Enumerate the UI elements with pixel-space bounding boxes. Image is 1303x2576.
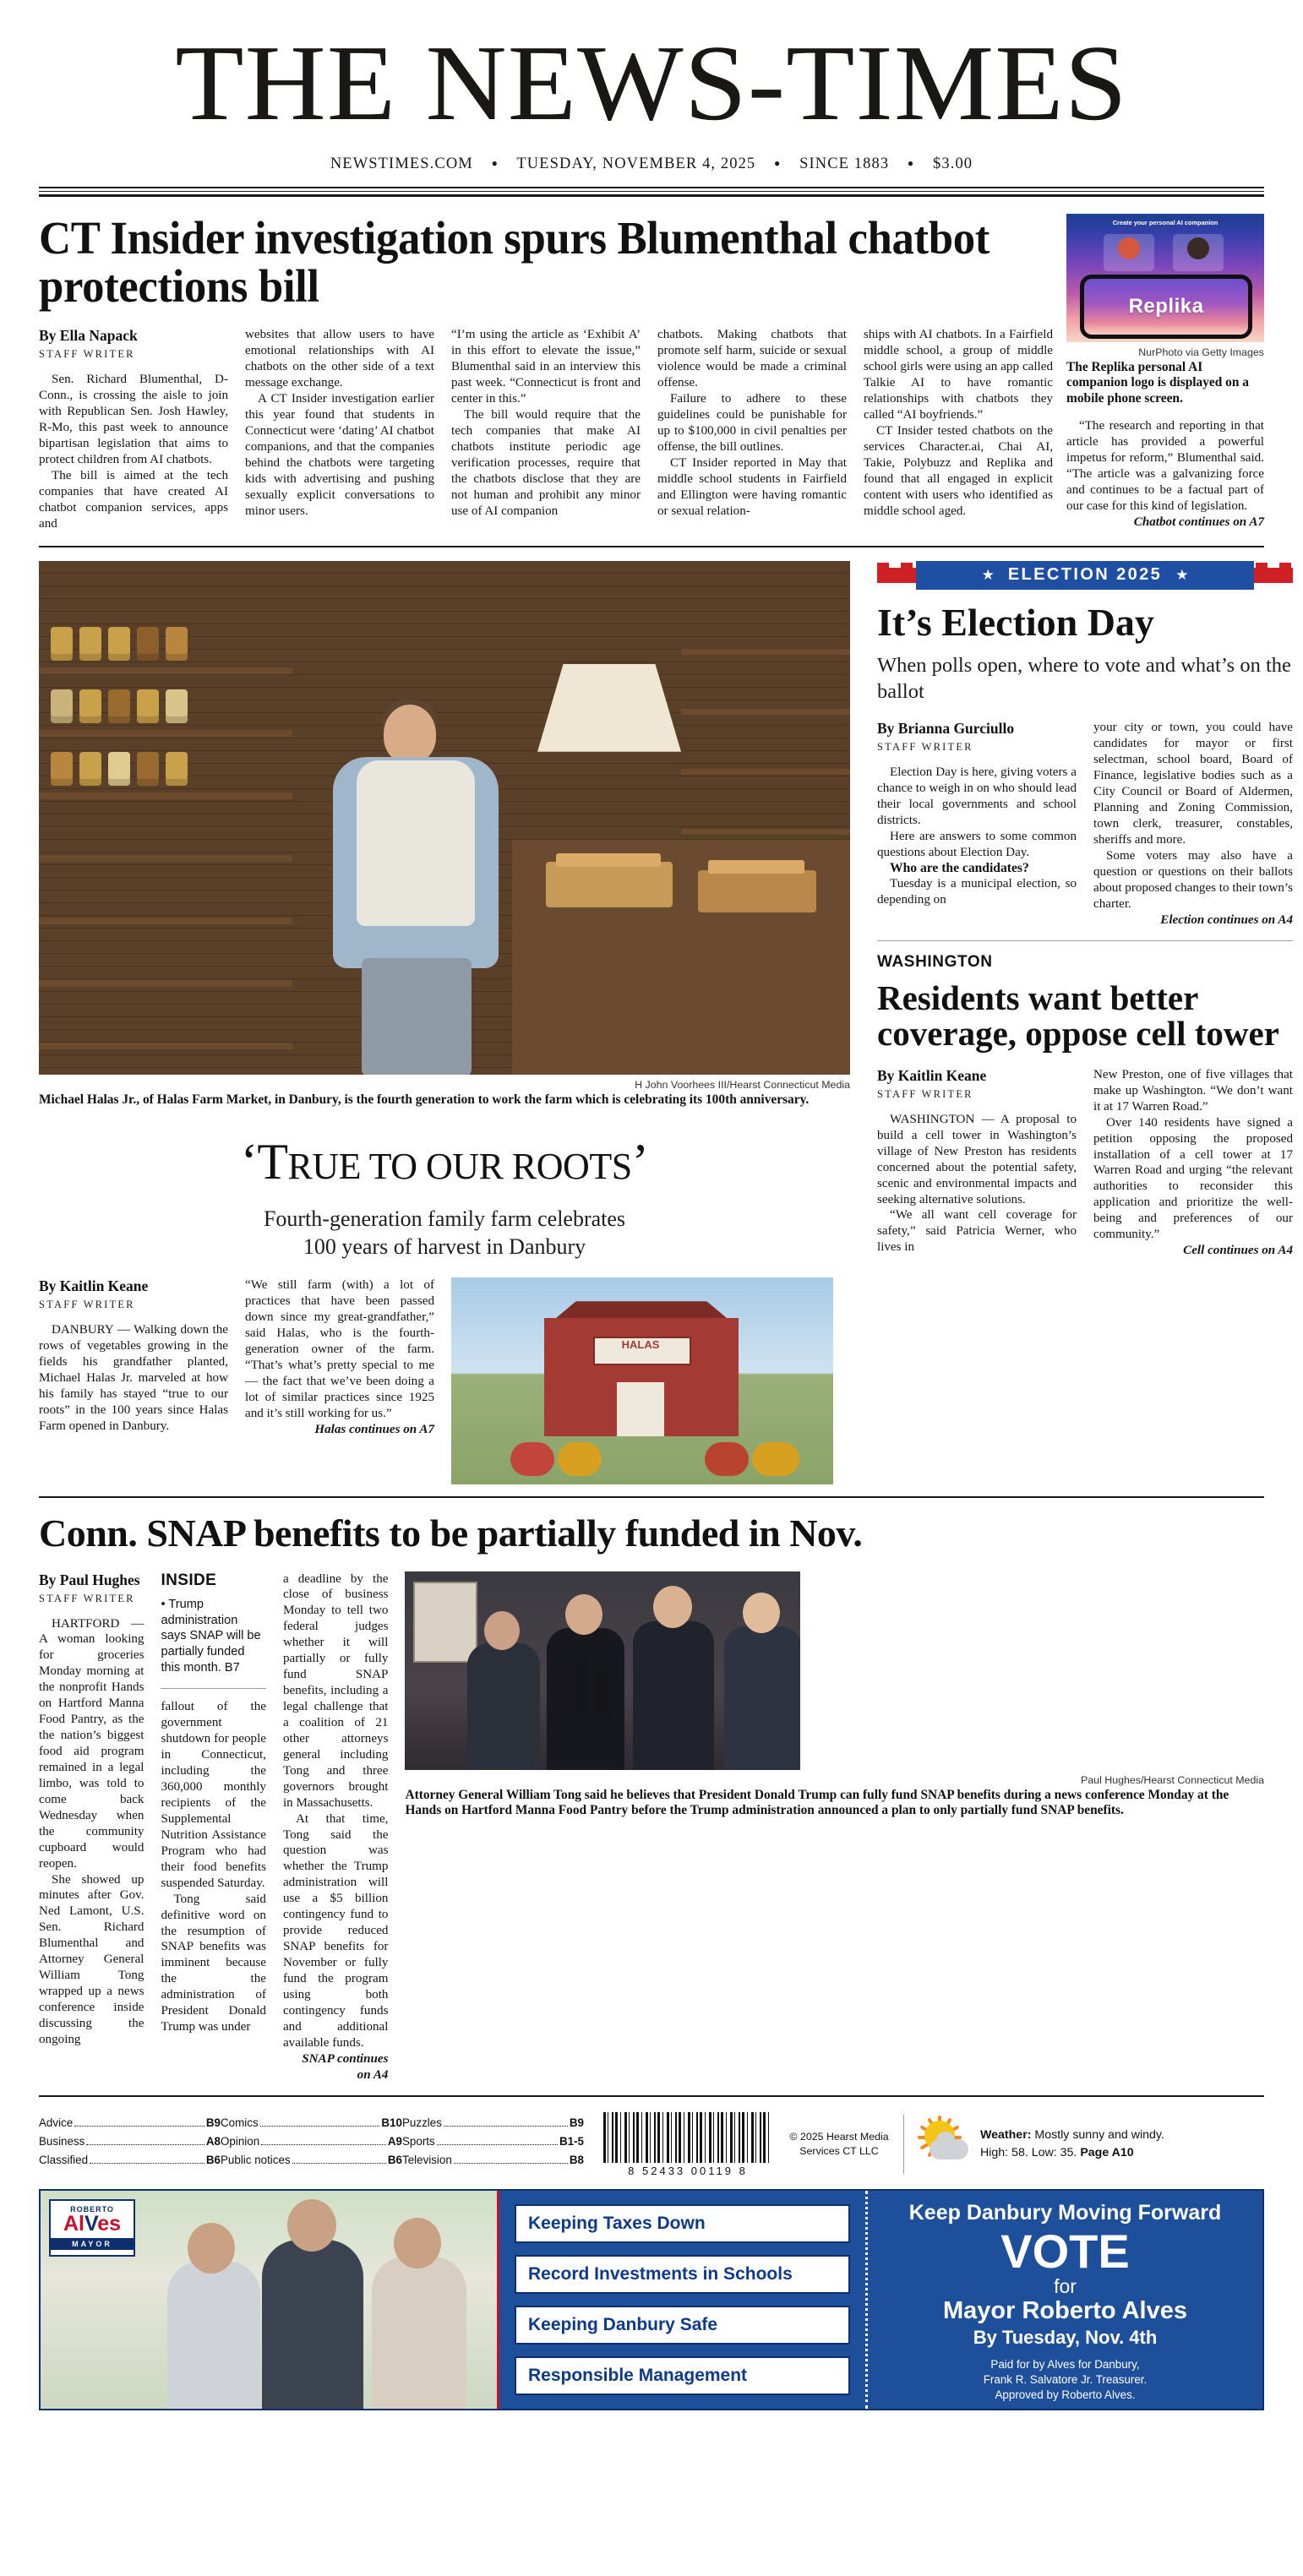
index-section-name: Classified (39, 2154, 89, 2167)
farm-market-photo (39, 561, 850, 1075)
leader-dots (74, 2126, 204, 2127)
index-page: B6 (387, 2154, 402, 2167)
ad-tagline: Keep Danbury Moving Forward (908, 2200, 1222, 2225)
farm-barn-photo-wrap (451, 1277, 833, 1484)
farm-jumpline[interactable]: Halas continues on A7 (314, 1422, 434, 1436)
snap-photo-caption: Attorney General William Tong said he believes that President Donald Trump can fully fund SNAP benefits during a news conference Monday at the Hands on Hartford Manna Food Pantry before the Trump administration announced a plan to only partially fund SNAP benefits. (405, 1787, 1229, 1818)
index-column (402, 2116, 584, 2172)
logo-office-label: MAYOR (51, 2238, 134, 2250)
chatbot-byline: By Ella Napack (39, 327, 138, 345)
index-section-name: Opinion (221, 2135, 260, 2148)
chatbot-paragraph: CT Insider tested chatbots on the services Character.ai, Chai AI, Takie, Polybuzz and Replika and found that all engaged in explicit content with users who identified as middle school aged. (864, 424, 1053, 518)
leader-dots (292, 2163, 386, 2164)
index-column (221, 2116, 402, 2172)
inside-box-header: INSIDE (161, 1571, 217, 1589)
chatbot-paragraph: Failure to adhere to these guidelines could be punishable for up to $100,000 in civil penalties per offense, the bill outlines. (657, 392, 847, 454)
weather-sun-cloud-icon (918, 2117, 972, 2171)
chatbot-col-2 (245, 327, 434, 531)
index-section-name: Puzzles (402, 2116, 442, 2130)
weather-temperatures: High: 58. Low: 35. (980, 2146, 1077, 2160)
index-column (39, 2116, 221, 2172)
masthead-price: $3.00 (933, 155, 973, 172)
chatbot-photo-credit: NurPhoto via Getty Images (1138, 346, 1264, 358)
replika-phone-photo (1066, 214, 1264, 342)
leader-dots (260, 2126, 380, 2127)
washington-paragraph: New Preston, one of five villages that make up Washington. “We don’t want it at 17 Warren Road.” (1093, 1067, 1293, 1114)
farm-deck-line: 100 years of harvest in Danbury (303, 1234, 586, 1259)
snap-photo-column (405, 1571, 1264, 2083)
star-icon: ★ (981, 566, 995, 583)
farm-paragraph: “We still farm (with) a lot of practices that have been passed down since my great-grandfather,” said Halas, who is the fourth-generation owner of the farm. “That’s what’s pretty special to me — the fact that we’ve been doing a lot of similar practices since 1925 and it’s still working for us.” (245, 1278, 434, 1420)
election-paragraph: Some voters may also have a question or questions on their ballots about proposed changes to their town’s charter. (1093, 848, 1294, 911)
chatbot-staff-label: STAFF WRITER (39, 348, 135, 361)
index-section-name: Business (39, 2135, 85, 2148)
leader-dots (90, 2163, 204, 2164)
chatbot-headline[interactable]: CT Insider investigation spurs Blumenthal chatbot protections bill (39, 212, 990, 313)
masthead-date: TUESDAY, NOVEMBER 4, 2025 (516, 155, 756, 172)
election-columns (877, 720, 1293, 928)
index-section-name: Advice (39, 2116, 74, 2130)
farm-paragraph: DANBURY — Walking down the rows of vegetables growing in the fields his grandfather planted, Michael Halas Jr. marveled at how his family has stayed “true to our roots” in the 100 years since Halas Farm opened in Danbury. (39, 1323, 228, 1433)
index-page: B10 (381, 2116, 402, 2130)
election-subhead: Who are the candidates? (890, 861, 1029, 875)
tong-news-conference-photo (405, 1571, 800, 1770)
snap-paragraph: At that time, Tong said the question was whether the Trump administration will use a $5 billion contingency fund to provide reduced SNAP benefits for November or fully fund the program using both contingency funds and additional available funds. (282, 1811, 389, 2050)
logo-lastname: AlVes (63, 2211, 122, 2236)
chatbot-photo-caption: The Replika personal AI companion logo is displayed on a mobile phone screen. (1066, 360, 1249, 406)
election-col-2 (1093, 720, 1293, 928)
weather-label: Weather: (980, 2127, 1032, 2142)
barcode-number: 52433 00119 (642, 2164, 733, 2177)
inside-box-item[interactable]: • Trump administration says SNAP will be partially funded this month. B7 (161, 1597, 261, 1675)
washington-paragraph: Over 140 residents have signed a petition opposing the proposed installation of a cell tower at 17 Warren Road and urging “the relevant authorities to reconsider this application and prioritize the well-being and preferences of our community.” (1093, 1115, 1293, 1242)
dateline-separator-icon: ● (491, 157, 499, 169)
ad-pill: Record Investments in Schools (515, 2255, 850, 2294)
chatbot-col-3 (451, 327, 641, 531)
ad-election-date: By Tuesday, Nov. 4th (973, 2326, 1158, 2348)
index-page: B1-5 (559, 2135, 584, 2148)
index-page: A9 (387, 2135, 402, 2148)
election-flag-banner (877, 561, 1293, 590)
weather-page-ref[interactable]: Page A10 (1080, 2146, 1134, 2160)
ad-for-word: for (1054, 2274, 1077, 2297)
index-section-name: Public notices (221, 2154, 291, 2167)
snap-jumpline[interactable]: SNAP continues on A4 (302, 2051, 389, 2082)
chatbot-col-1 (39, 327, 228, 531)
index-row[interactable] (221, 2135, 402, 2148)
farm-headline[interactable] (39, 1134, 850, 1190)
index-page: A8 (205, 2135, 221, 2148)
alves-photo-ad (41, 2191, 497, 2409)
ad-disclaimer-line: Frank R. Salvatore Jr. Treasurer. (983, 2372, 1148, 2386)
copyright-notice: © 2025 Hearst Media Services CT LLC (789, 2131, 889, 2158)
snap-paragraph: Tong said definitive word on the resumption of SNAP benefits was imminent because the the administration of President Donald Trump was under (161, 1892, 266, 2034)
chatbot-jumpline[interactable]: Chatbot continues on A7 (1133, 515, 1264, 530)
logo-firstname: ROBERTO (70, 2204, 114, 2214)
replika-promo-text: Create your personal AI companion (1112, 219, 1218, 226)
chatbot-paragraph: Sen. Richard Blumenthal, D-Conn., is crossing the aisle to join with Republican Sen. Josh Hawley, R-Mo, this past week to announce bipartisan legislation that aims to protect children from AI chatbots. (39, 373, 228, 467)
avatar (1187, 237, 1209, 259)
index-row[interactable] (39, 2116, 221, 2129)
chatbot-columns (39, 327, 1053, 531)
barcode (599, 2112, 777, 2177)
phone-device (1080, 275, 1252, 339)
leader-dots (86, 2144, 204, 2145)
election-jumpline[interactable]: Election continues on A4 (1160, 912, 1293, 927)
wall-poster (413, 1582, 477, 1663)
alves-message-ad (497, 2191, 865, 2409)
leader-dots (454, 2163, 568, 2164)
alves-vote-ad (865, 2191, 1262, 2409)
chatbot-col-4 (657, 327, 847, 531)
quote-close-glyph: ’ (631, 1134, 649, 1190)
snap-col-3 (283, 1571, 388, 2083)
index-row[interactable] (221, 2116, 402, 2129)
chatbot-paragraph: “The research and reporting in that article has provided a powerful impetus for reform,” Blumenthal said. “The article was a galvanizing force and continues to be a factual part of our case for this kind of legislation. (1066, 419, 1264, 514)
farm-col-2 (245, 1277, 434, 1484)
snap-paragraph: fallout of the government shutdown for people in Connecticut, including the 360,000 monthly recipients of the Supplemental Nutrition Assistance Program who had their food benefits suspended Saturday. (161, 1700, 266, 1890)
barn-sign-label: HALAS (621, 1338, 660, 1352)
snap-paragraph: HARTFORD — A woman looking for groceries Monday morning at the nonprofit Hands on Hartford Manna Food Pantry, as the the nation’s biggest food aid program remained in a legal limbo, was told to come back Wednesday when the community cupboard would reopen. (39, 1616, 144, 1871)
chatbot-photo-column (1066, 214, 1264, 532)
washington-headline[interactable]: Residents want better coverage, oppose cell tower (877, 978, 1279, 1054)
masthead-since: SINCE 1883 (799, 155, 890, 172)
chatbot-paragraph: The bill is aimed at the tech companies that have created AI chatbot companion services, apps and (39, 469, 228, 531)
snap-col-1 (39, 1571, 144, 2083)
election-headline[interactable]: It’s Election Day (877, 600, 1154, 644)
index-bar (39, 2112, 1264, 2177)
snap-inside-box (161, 1571, 265, 2083)
ad-disclaimer-line: Approved by Roberto Alves. (995, 2388, 1136, 2401)
story-chatbot (39, 214, 1264, 532)
chatbot-paragraph: The bill would require that the tech companies that make AI chatbots institute periodic age verification processes, require that the chatbots disclose that they are not human and prohibit any minor use of AI companion (451, 408, 641, 518)
election-byline: By Brianna Gurciullo (877, 720, 1015, 738)
star-icon: ★ (1175, 566, 1189, 583)
ad-disclaimer-line: Paid for by Alves for Danbury, (990, 2357, 1140, 2371)
story-farm (39, 561, 850, 1484)
dateline (39, 155, 1264, 173)
store-counter (512, 840, 850, 1075)
quote-open-glyph: ‘ (240, 1134, 258, 1190)
farm-columns (39, 1277, 850, 1484)
ad-pill: Keeping Danbury Safe (515, 2306, 850, 2345)
snap-paragraph: a deadline by the close of business Monday to tell two federal judges whether it will partially or fully fund SNAP benefits, including a legal challenge that a coalition of 21 other attorneys general including Tong and three governors brought in Massachusetts. (282, 1571, 389, 1810)
election-paragraph: your city or town, you could have candidates for mayor or first selectman, school board, Board of Finance, legislative bodies such as a City Council or Board of Aldermen, Planning and Zoning Commission, town clerk, treasurer, constables, sheriffs and more. (1093, 721, 1293, 847)
index-row[interactable] (402, 2116, 584, 2129)
dateline-separator-icon: ● (907, 157, 915, 169)
election-col-1 (877, 720, 1077, 928)
masthead-website[interactable]: NEWSTIMES.COM (330, 155, 473, 172)
farmer-portrait (318, 705, 512, 1075)
washington-paragraph: “We all want cell coverage for safety,” said Patricia Werner, who lives in (877, 1208, 1077, 1255)
leader-dots (261, 2144, 386, 2145)
farm-headline-rest: RUE TO OUR ROOTS (287, 1146, 632, 1188)
leader-dots (444, 2126, 568, 2127)
election-staff-label: STAFF WRITER (877, 741, 973, 754)
farm-col-1 (39, 1277, 228, 1484)
chatbot-paragraph: ships with AI chatbots. In a Fairfield middle school, a group of middle school girls were using an app called Talkie AI to have romantic relationships with chatbots they called “AI boyfriends.” (864, 328, 1053, 422)
ad-pill: Keeping Taxes Down (515, 2204, 850, 2243)
chatbot-col-5 (864, 327, 1053, 531)
index-section-name: Television (402, 2154, 452, 2167)
barcode-digit-left: 8 (628, 2164, 637, 2177)
snap-byline: By Paul Hughes (39, 1571, 140, 1588)
chatbot-paragraph: websites that allow users to have emotional relationships with AI chatbots on the other side of a text message exchange. (245, 328, 434, 390)
washington-paragraph: WASHINGTON — A proposal to build a cell tower in Washington’s village of New Preston has residents concerned about the potential safety, scenic and environmental impacts and seeking alternative solutions. (877, 1112, 1077, 1206)
snap-photo-credit: Paul Hughes/Hearst Connecticut Media (1081, 1773, 1264, 1786)
chatbot-paragraph: chatbots. Making chatbots that promote self harm, suicide or sexual violence would be made a criminal offense. (657, 328, 847, 390)
barcode-bars (603, 2112, 772, 2163)
index-row[interactable] (39, 2135, 221, 2148)
farm-deck-line: Fourth-generation family farm celebrates (263, 1206, 626, 1232)
snap-paragraph: She showed up minutes after Gov. Ned Lamont, U.S. Sen. Richard Blumenthal and Attorney General William Tong wrapped up a news conference inside discussing the ongoing (39, 1872, 144, 2046)
chatbot-paragraph: A CT Insider investigation earlier this year found that students in Connecticut were ‘dating’ AI chatbot companions, and that the companies behind the chatbots were targeting kids with advertising and pushing sexually explicit conversations to minor users. (245, 392, 434, 518)
farm-staff-label: STAFF WRITER (39, 1299, 135, 1311)
washington-jumpline[interactable]: Cell continues on A4 (1183, 1244, 1293, 1258)
alves-campaign-logo (49, 2199, 135, 2257)
ad-vote-word: VOTE (1000, 2224, 1130, 2278)
weather-block (980, 2127, 1164, 2163)
snap-headline[interactable]: Conn. SNAP benefits to be partially funded in Nov. (39, 1511, 863, 1555)
election-banner-label: ELECTION 2025 (1007, 565, 1163, 585)
weather-description: Mostly sunny and windy. (1031, 2127, 1164, 2142)
masthead (39, 0, 1264, 173)
story-snap (39, 1513, 1264, 2083)
washington-staff-label: STAFF WRITER (877, 1087, 973, 1100)
index-section-name: Sports (402, 2135, 435, 2148)
index-page: B9 (569, 2116, 584, 2130)
farm-deck (39, 1206, 850, 1261)
ad-pill: Responsible Management (515, 2356, 850, 2395)
replika-brand-label: Replika (1128, 295, 1204, 318)
washington-kicker: WASHINGTON (877, 952, 993, 971)
halas-farm-barn-photo (451, 1277, 833, 1484)
washington-byline: By Kaitlin Keane (877, 1066, 987, 1084)
snap-staff-label: STAFF WRITER (39, 1592, 135, 1604)
masthead-rules (39, 187, 1264, 197)
index-row[interactable] (221, 2154, 402, 2166)
index-row[interactable] (402, 2135, 584, 2148)
campaign-ad-strip[interactable] (39, 2189, 1264, 2410)
snap-columns (39, 1571, 1264, 2083)
washington-col-2 (1093, 1067, 1293, 1259)
election-deck: When polls open, where to vote and what’s on the ballot (877, 653, 1291, 703)
election-paragraph: Election Day is here, giving voters a chance to weigh in on who should lead their local governments and school districts. (877, 765, 1077, 828)
farm-photo-caption: Michael Halas Jr., of Halas Farm Market, in Danbury, is the fourth generation to work the farm which is celebrating its 100th anniversary. (39, 1092, 810, 1107)
chatbot-paragraph: CT Insider reported in May that middle school students in Fairfield and Ellington were having romantic or sexual relation- (657, 455, 847, 518)
index-row[interactable] (402, 2154, 584, 2166)
washington-col-1 (877, 1067, 1077, 1259)
leader-dots (437, 2144, 558, 2145)
index-row[interactable] (39, 2154, 221, 2166)
middle-band (39, 561, 1294, 1484)
avatar (1118, 237, 1140, 259)
index-page: B6 (205, 2154, 221, 2167)
index-page: B9 (205, 2116, 221, 2130)
farm-photo-credit: H John Voorhees III/Hearst Connecticut Media (635, 1078, 850, 1091)
farm-headline-dropcap: T (257, 1134, 288, 1190)
newspaper-title: THE NEWS-TIMES (175, 23, 1128, 143)
ad-candidate-name: Mayor Roberto Alves (943, 2296, 1187, 2324)
barcode-digit-right: 8 (739, 2164, 748, 2177)
washington-columns (877, 1067, 1293, 1259)
index-page: B8 (569, 2154, 584, 2167)
dateline-separator-icon: ● (774, 157, 782, 169)
election-paragraph: Tuesday is a municipal election, so depending on (877, 876, 1077, 907)
chatbot-paragraph: “I’m using the article as ‘Exhibit A’ in this effort to elevate the issue,” Blumenthal said in an interview this past week. “Connecticut is front and center in this.” (451, 328, 641, 406)
index-section-name: Comics (221, 2116, 259, 2130)
farm-byline: By Kaitlin Keane (39, 1277, 149, 1295)
election-paragraph: Here are answers to some common questions about Election Day. (877, 830, 1077, 860)
right-rail (877, 561, 1293, 1484)
